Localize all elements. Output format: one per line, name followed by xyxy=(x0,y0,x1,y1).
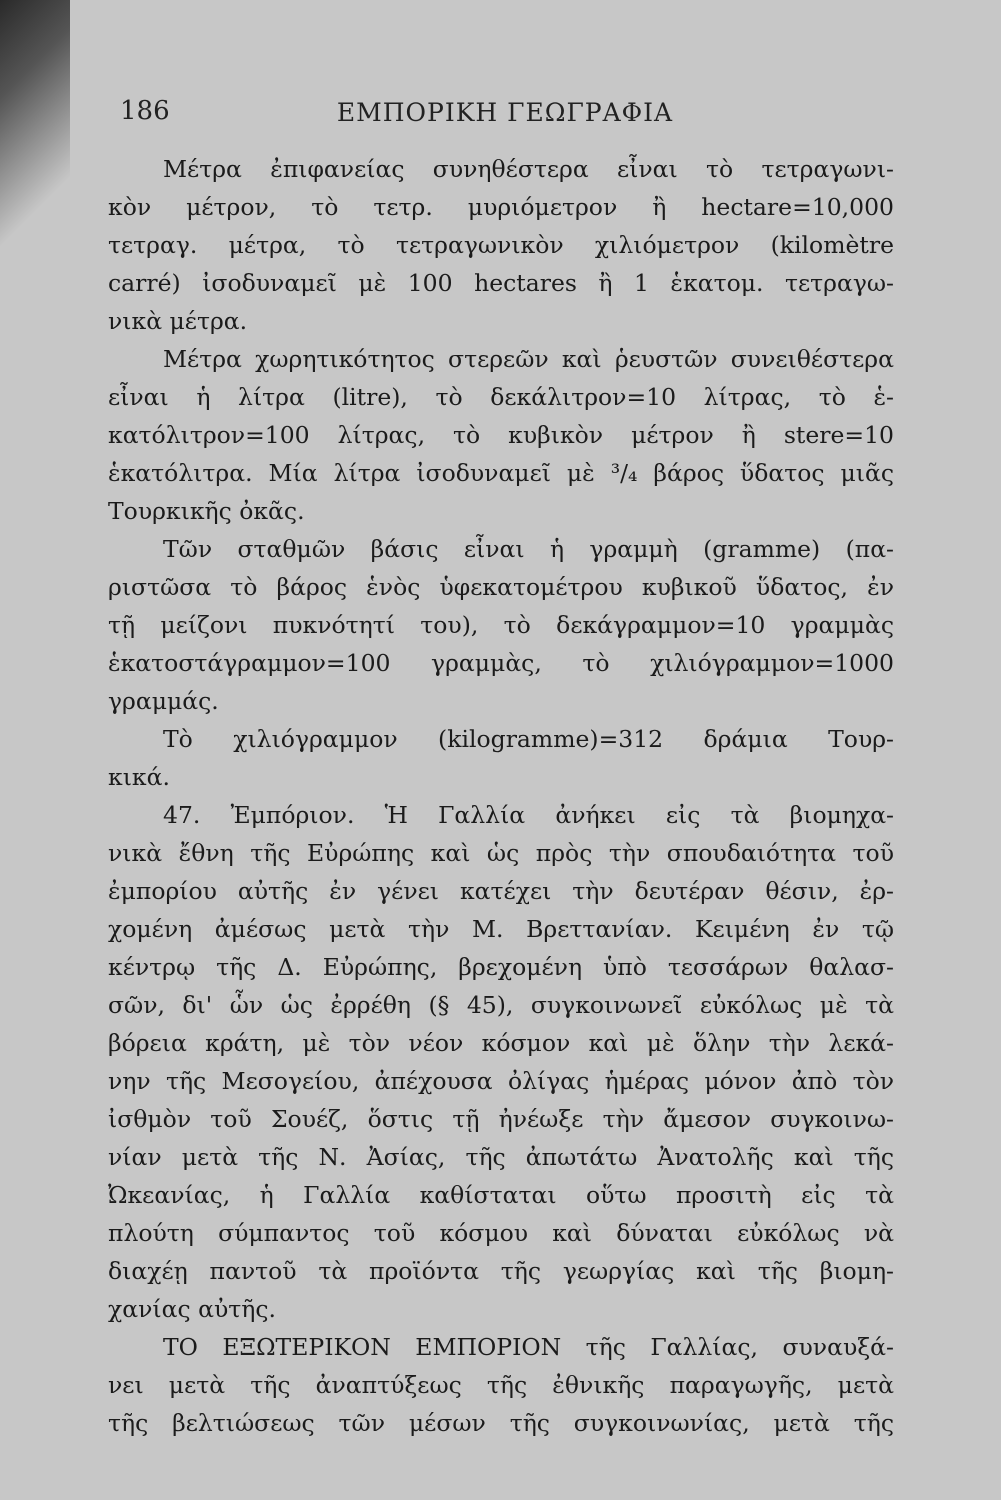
text-line: διαχέῃ παντοῦ τὰ προϊόντα τῆς γεωργίας καὶ τῆς βιομη- xyxy=(108,1257,894,1285)
page-header xyxy=(120,96,890,136)
page-number: 186 xyxy=(120,96,170,126)
text-line: τῇ μείζονι πυκνότητί του), τὸ δεκάγραμμον=10 γραμμὰς xyxy=(108,611,894,639)
text-line: νικὰ μέτρα. xyxy=(108,307,248,335)
text-line: ἑκατόλιτρα. Μία λίτρα ἰσοδυναμεῖ μὲ ³/₄ βάρος ὕδατος μιᾶς xyxy=(108,459,894,487)
text-line: carré) ἰσοδυναμεῖ μὲ 100 hectares ἢ 1 ἑκατομ. τετραγω- xyxy=(108,269,894,297)
section-heading-line: 47. Ἐμπόριον. Ἡ Γαλλία ἀνήκει εἰς τὰ βιομηχα- xyxy=(163,801,894,829)
text-line: βόρεια κράτη, μὲ τὸν νέον κόσμον καὶ μὲ ὅλην τὴν λεκά- xyxy=(108,1029,894,1057)
text-line: Μέτρα ἐπιφανείας συνηθέστερα εἶναι τὸ τετραγωνι- xyxy=(163,155,894,183)
text-line: νην τῆς Μεσογείου, ἀπέχουσα ὀλίγας ἡμέρας μόνον ἀπὸ τὸν xyxy=(108,1067,894,1095)
text-line: Τῶν σταθμῶν βάσις εἶναι ἡ γραμμὴ (gramme) (πα- xyxy=(163,535,894,563)
text-line: τῆς βελτιώσεως τῶν μέσων τῆς συγκοινωνίας, μετὰ τῆς xyxy=(108,1409,894,1437)
text-line: νει μετὰ τῆς ἀναπτύξεως τῆς ἐθνικῆς παραγωγῆς, μετὰ xyxy=(108,1371,894,1399)
body-text xyxy=(108,150,894,1442)
text-line: κικά. xyxy=(108,763,170,791)
text-line: εἶναι ἡ λίτρα (litre), τὸ δεκάλιτρον=10 λίτρας, τὸ ἑ- xyxy=(108,383,894,411)
text-line: χομένη ἀμέσως μετὰ τὴν Μ. Βρεττανίαν. Κειμένη ἐν τῷ xyxy=(108,915,894,943)
text-line: νίαν μετὰ τῆς Ν. Ἀσίας, τῆς ἀπωτάτω Ἀνατολῆς καὶ τῆς xyxy=(108,1143,894,1171)
text-line: Τουρκικῆς ὀκᾶς. xyxy=(108,497,305,525)
text-line: πλούτη σύμπαντος τοῦ κόσμου καὶ δύναται εὐκόλως νὰ xyxy=(108,1219,894,1247)
text-line: τετραγ. μέτρα, τὸ τετραγωνικὸν χιλιόμετρον (kilomètre xyxy=(108,231,894,259)
page-edge-shadow xyxy=(0,0,70,260)
text-line: κὸν μέτρον, τὸ τετρ. μυριόμετρον ἢ hectare=10,000 xyxy=(108,193,894,221)
text-line: Τὸ χιλιόγραμμον (kilogramme)=312 δράμια Τουρ- xyxy=(163,725,894,753)
text-line: ἐμπορίου αὐτῆς ἐν γένει κατέχει τὴν δευτέραν θέσιν, ἐρ- xyxy=(108,877,894,905)
running-title: ΕΜΠΟΡΙΚΗ ΓΕΩΓΡΑΦΙΑ xyxy=(336,98,674,127)
text-line: ριστῶσα τὸ βάρος ἑνὸς ὑφεκατομέτρου κυβικοῦ ὕδατος, ἐν xyxy=(108,573,894,601)
text-line: νικὰ ἔθνη τῆς Εὐρώπης καὶ ὡς πρὸς τὴν σπουδαιότητα τοῦ xyxy=(108,839,894,867)
text-line: Μέτρα χωρητικότητος στερεῶν καὶ ῥευστῶν συνειθέστερα xyxy=(163,345,894,373)
text-line: κατόλιτρον=100 λίτρας, τὸ κυβικὸν μέτρον ἢ stere=10 xyxy=(108,421,894,449)
text-line: σῶν, δι' ὧν ὡς ἐρρέθη (§ 45), συγκοινωνεῖ εὐκόλως μὲ τὰ xyxy=(108,991,894,1019)
text-line: ἑκατοστάγραμμον=100 γραμμὰς, τὸ χιλιόγραμμον=1000 xyxy=(108,649,894,677)
text-line: χανίας αὐτῆς. xyxy=(108,1295,276,1323)
text-line: ΤΟ ΕΞΩΤΕΡΙΚΟΝ ΕΜΠΟΡΙΟΝ τῆς Γαλλίας, συναυξά- xyxy=(163,1333,894,1361)
text-line: κέντρῳ τῆς Δ. Εὐρώπης, βρεχομένη ὑπὸ τεσσάρων θαλασ- xyxy=(108,953,894,981)
text-line: ἰσθμὸν τοῦ Σουέζ, ὅστις τῇ ἠνέωξε τὴν ἄμεσον συγκοινω- xyxy=(108,1105,894,1133)
text-line: Ὠκεανίας, ἡ Γαλλία καθίσταται οὕτω προσιτὴ εἰς τὰ xyxy=(108,1181,894,1209)
text-line: γραμμάς. xyxy=(108,687,219,715)
